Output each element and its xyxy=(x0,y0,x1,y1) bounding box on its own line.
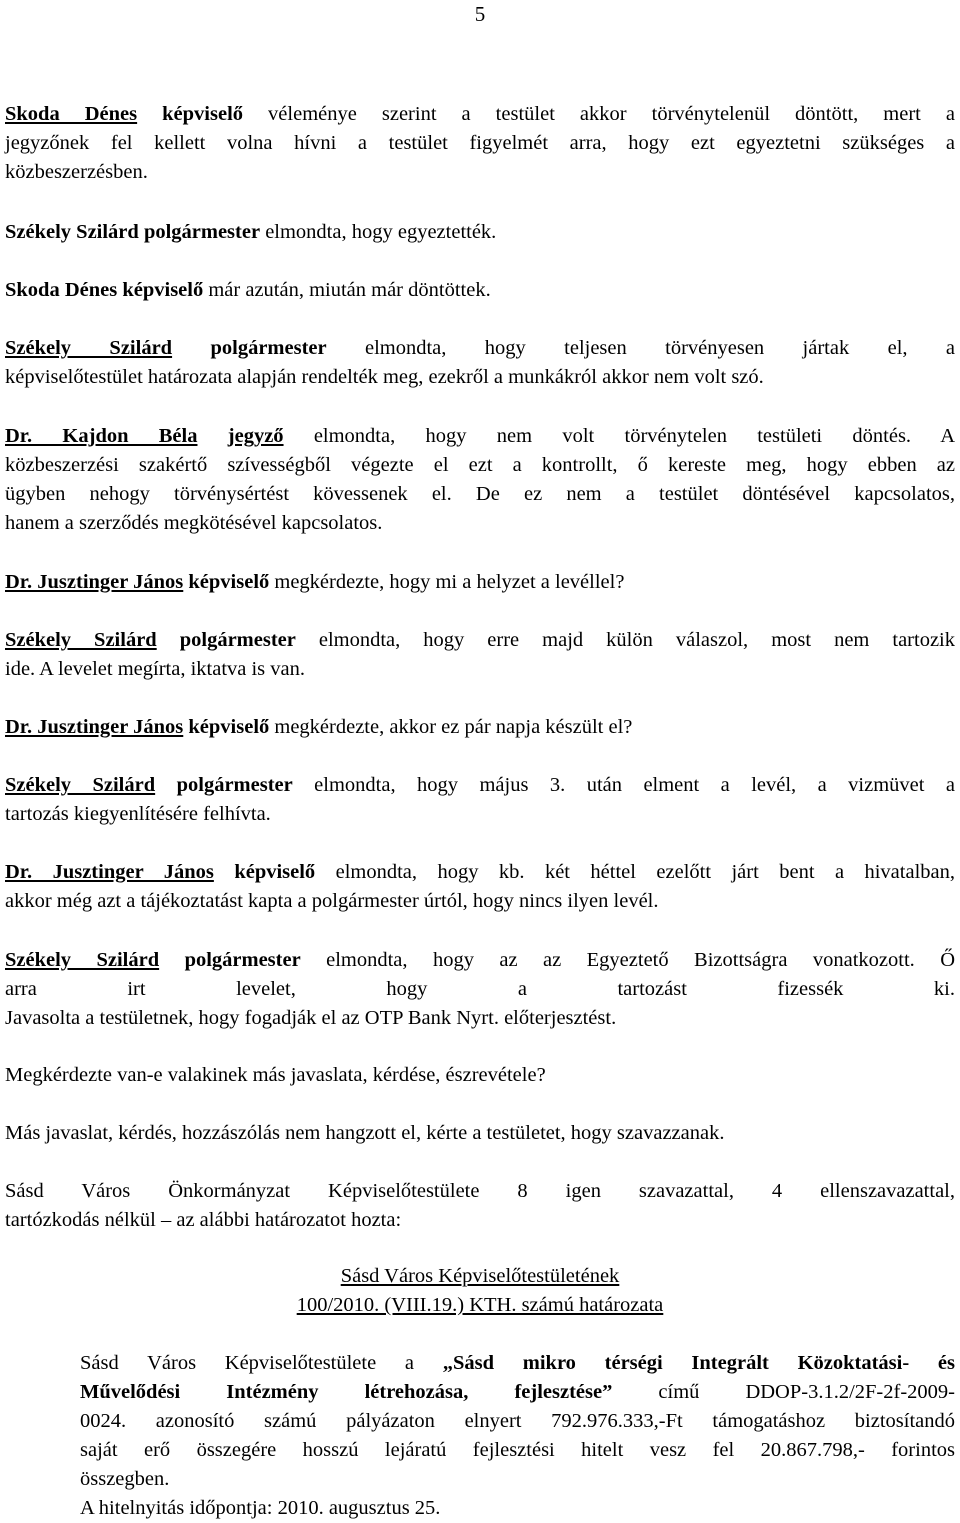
paragraph xyxy=(5,946,955,1033)
speaker-name: polgármester xyxy=(176,774,293,796)
speaker-name: képviselő xyxy=(234,861,316,883)
text-line xyxy=(5,568,955,597)
speaker-name: képviselő xyxy=(122,279,204,301)
text-line xyxy=(80,1494,955,1523)
text-segment: hanem a szerződés megkötésével kapcsolatos. xyxy=(5,512,383,534)
text-segment: Sásd Város Önkormányzat Képviselőtestülete 8 igen szavazattal, 4 ellenszavazattal, xyxy=(5,1180,955,1202)
text-segment xyxy=(214,861,234,883)
text-segment: tartozás kiegyenlítésére felhívta. xyxy=(5,803,271,825)
text-line xyxy=(80,1349,955,1378)
text-segment: képviselőtestület határozata alapján rendelték meg, ezekről a munkákról akkor nem volt szó. xyxy=(5,366,764,388)
text-segment xyxy=(155,774,176,796)
text-line xyxy=(5,363,955,392)
text-line xyxy=(5,1119,955,1148)
resolution-title-line2: 100/2010. (VIII.19.) KTH. számú határozata xyxy=(296,1294,664,1316)
text-line xyxy=(5,858,955,887)
text-segment: Sásd Város Képviselőtestülete a xyxy=(80,1352,443,1374)
paragraph xyxy=(5,422,955,538)
resolution-title xyxy=(0,1262,960,1320)
paragraph xyxy=(5,568,955,597)
text-segment: akkor még azt a tájékoztatást kapta a polgármester úrtól, hogy nincs ilyen levél. xyxy=(5,890,659,912)
text-segment: elmondta, hogy kb. két héttel ezelőtt járt bent a hivatalban, xyxy=(315,861,955,883)
text-segment: már azután, miután már döntöttek. xyxy=(203,279,491,301)
text-line xyxy=(5,1061,955,1090)
text-line xyxy=(5,334,955,363)
speaker-name: polgármester xyxy=(179,629,296,651)
text-line xyxy=(5,218,955,247)
text-segment: A hitelnyitás időpontja: 2010. augusztus 25. xyxy=(80,1497,441,1519)
text-segment: Más javaslat, kérdés, hozzászólás nem hangzott el, kérte a testületet, hogy szavazzanak. xyxy=(5,1122,725,1144)
paragraph xyxy=(5,334,955,392)
speaker-name: „Sásd mikro térségi Integrált Közoktatási- és xyxy=(442,1352,955,1374)
text-line xyxy=(5,1004,955,1033)
text-segment: véleménye szerint a testület akkor törvénytelenül döntött, mert a xyxy=(243,103,955,125)
text-segment: című DDOP-3.1.2/2F-2f-2009- xyxy=(612,1381,955,1403)
paragraph xyxy=(5,713,955,742)
speaker-name: polgármester xyxy=(210,337,327,359)
text-line xyxy=(80,1407,955,1436)
text-line xyxy=(5,422,955,451)
speaker-name: Dr. Kajdon Béla xyxy=(5,425,198,447)
speaker-name: Dr. Jusztinger János xyxy=(5,716,184,738)
text-line xyxy=(5,480,955,509)
text-line xyxy=(5,509,955,538)
text-line xyxy=(5,887,955,916)
text-segment: Megkérdezte van-e valakinek más javaslata, kérdése, észrevétele? xyxy=(5,1064,546,1086)
speaker-name: Dr. Jusztinger János xyxy=(5,861,214,883)
text-line xyxy=(5,655,955,684)
text-segment: jegyzőnek fel kellett volna hívni a testület figyelmét arra, hogy ezt egyeztetni szükséges a xyxy=(5,132,955,154)
text-segment: Javasolta a testületnek, hogy fogadják el az OTP Bank Nyrt. előterjesztést. xyxy=(5,1007,617,1029)
text-line xyxy=(5,1206,955,1235)
text-segment: elmondta, hogy május 3. után elment a levél, a vizmüvet a xyxy=(292,774,955,796)
speaker-name: Skoda Dénes xyxy=(5,103,138,125)
text-segment: elmondta, hogy erre majd külön válaszol, most nem tartozik xyxy=(295,629,955,651)
text-line xyxy=(5,129,955,158)
speaker-name: Székely Szilárd xyxy=(5,949,160,971)
speaker-name: Dr. Jusztinger János xyxy=(5,571,184,593)
text-line xyxy=(80,1378,955,1407)
speaker-name: Skoda Dénes xyxy=(5,279,118,301)
speaker-name: jegyző xyxy=(227,425,284,447)
speaker-name: képviselő xyxy=(188,716,270,738)
paragraph xyxy=(5,626,955,684)
text-line xyxy=(5,276,955,305)
text-segment: elmondta, hogy egyeztették. xyxy=(260,221,497,243)
text-line xyxy=(5,771,955,800)
speaker-name: Székely Szilárd xyxy=(5,629,157,651)
text-segment: elmondta, hogy nem volt törvénytelen testületi döntés. A xyxy=(283,425,955,447)
paragraph xyxy=(5,218,955,247)
text-line xyxy=(5,626,955,655)
paragraph xyxy=(5,1177,955,1235)
text-line xyxy=(5,946,955,975)
text-segment xyxy=(197,425,227,447)
text-line xyxy=(5,800,955,829)
text-segment: elmondta, hogy teljesen törvényesen jártak el, a xyxy=(326,337,956,359)
text-segment: saját erő összegére hosszú lejáratú fejlesztési hitelt vesz fel 20.867.798,- forintos xyxy=(80,1439,955,1461)
speaker-name: Székely Szilárd xyxy=(5,774,156,796)
speaker-name: polgármester xyxy=(143,221,261,243)
speaker-name: Művelődési Intézmény létrehozása, fejlesztése” xyxy=(80,1381,613,1403)
text-segment: elmondta, hogy az az Egyeztető Bizottságra vonatkozott. Ő xyxy=(300,949,956,971)
text-segment: megkérdezte, akkor ez pár napja készült el? xyxy=(269,716,633,738)
text-segment: arra irt levelet, hogy a tartozást fizessék ki. xyxy=(5,978,955,1000)
paragraph xyxy=(5,771,955,829)
text-segment xyxy=(159,949,184,971)
text-segment: ügyben nehogy törvénysértést kövessenek el. De ez nem a testület döntésével kapcsolatos, xyxy=(5,483,955,505)
paragraph xyxy=(5,276,955,305)
text-segment: tartózkodás nélkül – az alábbi határozatot hozta: xyxy=(5,1209,402,1231)
speaker-name: képviselő xyxy=(188,571,270,593)
text-line xyxy=(5,975,955,1004)
text-segment xyxy=(137,103,162,125)
resolution-body xyxy=(80,1349,955,1523)
paragraph xyxy=(5,858,955,916)
text-segment xyxy=(172,337,210,359)
paragraph xyxy=(5,1061,955,1090)
page-number: 5 xyxy=(474,2,486,26)
text-segment: megkérdezte, hogy mi a helyzet a levéllel? xyxy=(269,571,625,593)
text-segment: közbeszerzési szakértő szívességből végezte el ezt a kontrollt, ő kereste meg, hogy ebben az xyxy=(5,454,955,476)
text-segment: közbeszerzésben. xyxy=(5,161,148,183)
text-line xyxy=(5,451,955,480)
text-segment xyxy=(157,629,180,651)
text-line xyxy=(80,1465,955,1494)
text-segment: összegben. xyxy=(80,1468,170,1490)
text-line xyxy=(80,1436,955,1465)
text-line xyxy=(5,158,955,187)
text-line xyxy=(5,713,955,742)
speaker-name: polgármester xyxy=(184,949,301,971)
text-line xyxy=(5,1177,955,1206)
paragraph xyxy=(5,1119,955,1148)
resolution-title-line1: Sásd Város Képviselőtestületének xyxy=(340,1265,620,1287)
paragraph xyxy=(5,100,955,187)
text-segment: ide. A levelet megírta, iktatva is van. xyxy=(5,658,306,680)
speaker-name: Székely Szilárd xyxy=(5,337,173,359)
speaker-name: képviselő xyxy=(162,103,244,125)
text-line xyxy=(5,100,955,129)
speaker-name: Székely Szilárd xyxy=(5,221,139,243)
text-segment: 0024. azonosító számú pályázaton elnyert 792.976.333,-Ft támogatáshoz biztosítandó xyxy=(80,1410,955,1432)
